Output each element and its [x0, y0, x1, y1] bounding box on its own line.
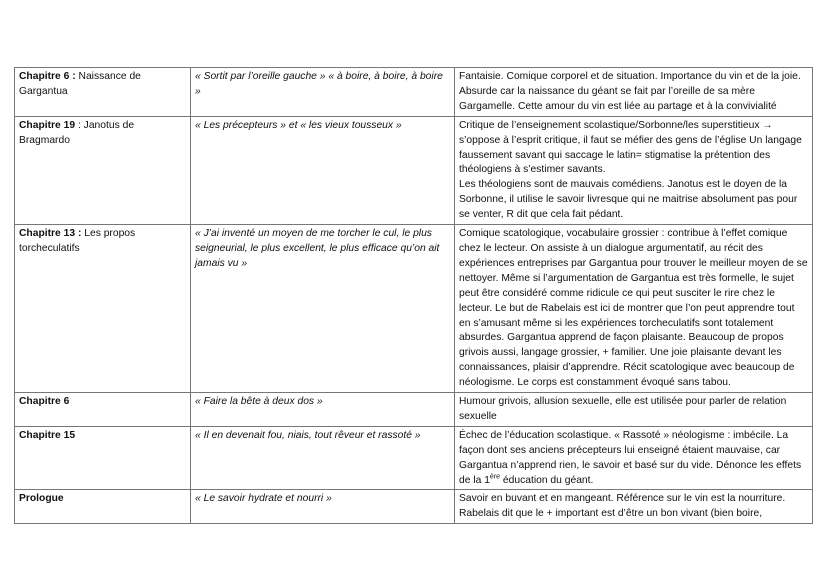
comment-cell — [455, 426, 813, 490]
chapter-number: Chapitre 15 — [19, 429, 76, 441]
comment-text: Les théologiens sont de mauvais comédiens. Janotus est le doyen de la Sorbonne, il utilise le savoir livresque qui ne maitrise absolument pas pour se venter, R dit que cela fait pédant. — [459, 179, 798, 221]
comment-text: Comique scatologique, vocabulaire grossier : contribue à l’effet comique chez le lecteur. On assiste à un dialogue argumentatif, au récit des expériences entreprises par Gargantua pour trouver le meilleur moyen de se nettoyer. Même si l’argumentation de Gargantua est très formelle, le sujet peut être considéré comme ridicule ce qui peut susciter le rire chez le lecteur. Le but de Rabelais est ici de montrer que l’on peut apprendre tout en s’amusant même si les expériences torcheculatifs sont totalement absurdes. Gargantua apprend de façon plaisante. Beaucoup de propos grivois aussi, langage grossier, + familier. Une joie plaisante devant les connaissances, plaisir d’apprendre. Récit scatologique avec beaucoup de néologisme. Le corps est constamment évoqué sans tabou. — [459, 228, 808, 389]
table-row — [15, 426, 813, 490]
quote-cell — [191, 68, 455, 117]
chapter-title: Naissance de Gargantua — [19, 71, 141, 97]
comment-cell — [455, 225, 813, 393]
comment-cell — [455, 393, 813, 427]
superscript: ère — [489, 473, 501, 481]
quote-text: « Faire la bête à deux dos » — [195, 396, 323, 408]
comment-text: Échec de l’éducation scolastique. « Rassoté » néologisme : imbécile. La façon dont ses anciens précepteurs lui enseigné étaient mauvaise, car Gargantua n’apprend rien, le savoir et basé sur du vide. Dénonce les effets de la 1 — [459, 429, 802, 486]
comment-text: Fantaisie. Comique corporel et de situation. Importance du vin et de la joie. Absurde car la naissance du géant se fait par l’oreille de sa mère Gargamelle. Cette amour du vin est liée au partage et à la convivialité — [459, 71, 801, 112]
table-row — [15, 116, 813, 224]
quote-cell — [191, 116, 455, 224]
quote-text: « Il en devenait fou, niais, tout rêveur et rassoté » — [195, 429, 421, 441]
chapter-cell — [15, 68, 191, 117]
quote-text: « Les précepteurs » et « les vieux tousseux » — [195, 119, 402, 131]
chapter-title: Les propos torcheculatifs — [19, 228, 136, 254]
comment-text: Savoir en buvant et en mangeant. Référence sur le vin est la nourriture. Rabelais dit que le + important est d’être un bon vivant (bien boire, — [459, 493, 786, 520]
table-row — [15, 68, 813, 117]
quote-cell — [191, 393, 455, 427]
chapter-number: Prologue — [19, 493, 64, 505]
chapter-cell — [15, 490, 191, 524]
chapter-number: Chapitre 6 — [19, 396, 70, 408]
chapter-cell — [15, 225, 191, 393]
chapter-cell — [15, 393, 191, 427]
comment-text: Critique de l’enseignement scolastique/Sorbonne/les superstitieux → s’oppose à l’esprit critique, il faut se méfier des gens de l’église Un langage faussement savant qui saccage le latin= stigmatise la prétention des théologiens à s’estimer savants. — [459, 119, 802, 176]
chapter-number: Chapitre 19 — [19, 119, 76, 131]
quote-cell — [191, 225, 455, 393]
chapter-cell — [15, 426, 191, 490]
table-row — [15, 393, 813, 427]
analysis-table — [14, 67, 813, 524]
comment-cell — [455, 490, 813, 524]
table-row — [15, 225, 813, 393]
chapter-number: Chapitre 6 : — [19, 71, 76, 82]
chapter-title: : Janotus de Bragmardo — [19, 119, 135, 146]
quote-text: « J’ai inventé un moyen de me torcher le cul, le plus seigneurial, le plus excellent, le plus efficace qu’on ait jamais vu » — [195, 228, 440, 269]
comment-text: Humour grivois, allusion sexuelle, elle est utilisée pour parler de relation sexuelle — [459, 396, 787, 422]
quote-text: « Sortit par l’oreille gauche » « à boire, à boire, à boire » — [195, 71, 443, 97]
comment-text-end: éducation du géant. — [500, 474, 594, 486]
table-row — [15, 490, 813, 524]
comment-cell — [455, 68, 813, 117]
comment-cell — [455, 116, 813, 224]
chapter-number: Chapitre 13 : — [19, 228, 82, 240]
chapter-cell — [15, 116, 191, 224]
quote-cell — [191, 490, 455, 524]
quote-text: « Le savoir hydrate et nourri » — [195, 493, 332, 505]
quote-cell — [191, 426, 455, 490]
